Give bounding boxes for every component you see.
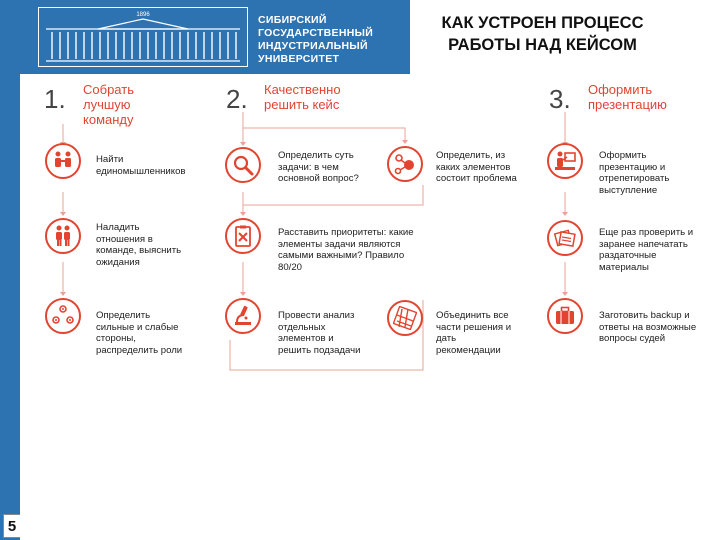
column-1-heading: Собрать лучшую команду [83,82,134,127]
step-prepare-presentation: Оформить презентацию и отрепетировать выступление [599,150,670,196]
two-people-icon [45,143,81,179]
column-2-number: 2. [226,84,248,114]
step-build-relations: Наладить отношения в команде, выяснить ожидания [96,222,182,268]
step-find-teammates: Найти единомышленников [96,154,186,177]
step-define-essence: Определить суть задачи: в чем основной вопрос? [278,150,359,184]
puzzle-icon [387,300,423,336]
step-define-elements: Определить, из каких элементов состоит проблема [436,150,517,184]
magnifier-icon [225,147,261,183]
step-print-handouts: Еще раз проверить и заранее напечатать раздаточные материалы [599,227,694,273]
step-prepare-backup: Заготовить backup и ответы на возможные вопросы судей [599,310,697,344]
column-3-number: 3. [549,84,571,114]
documents-icon [547,220,583,256]
university-name: СИБИРСКИЙ ГОСУДАРСТВЕННЫЙ ИНДУСТРИАЛЬНЫЙ УНИВЕРСИТЕТ [258,14,374,65]
column-2-heading: Качественно решить кейс [264,82,341,112]
step-combine-solution: Объединить все части решения и дать рекомендации [436,310,512,356]
presenter-icon [547,143,583,179]
molecule-icon [387,146,423,182]
checklist-icon [225,218,261,254]
step-define-roles: Определить сильные и слабые стороны, распределить роли [96,310,183,356]
team-icon [45,218,81,254]
step-set-priorities: Расставить приоритеты: какие элементы задачи являются самыми важными? Правило 80/20 [278,227,414,273]
page-title: КАК УСТРОЕН ПРОЦЕСС РАБОТЫ НАД КЕЙСОМ [441,14,644,54]
column-1-number: 1. [44,84,66,114]
microscope-icon [225,298,261,334]
step-analyze-elements: Провести анализ отдельных элементов и решить подзадачи [278,310,361,356]
slide-number: 5 [3,514,21,538]
logo-caption: 1896 [136,12,150,18]
column-3-heading: Оформить презентацию [588,82,667,112]
roles-icon [45,298,81,334]
briefcase-icon [547,298,583,334]
